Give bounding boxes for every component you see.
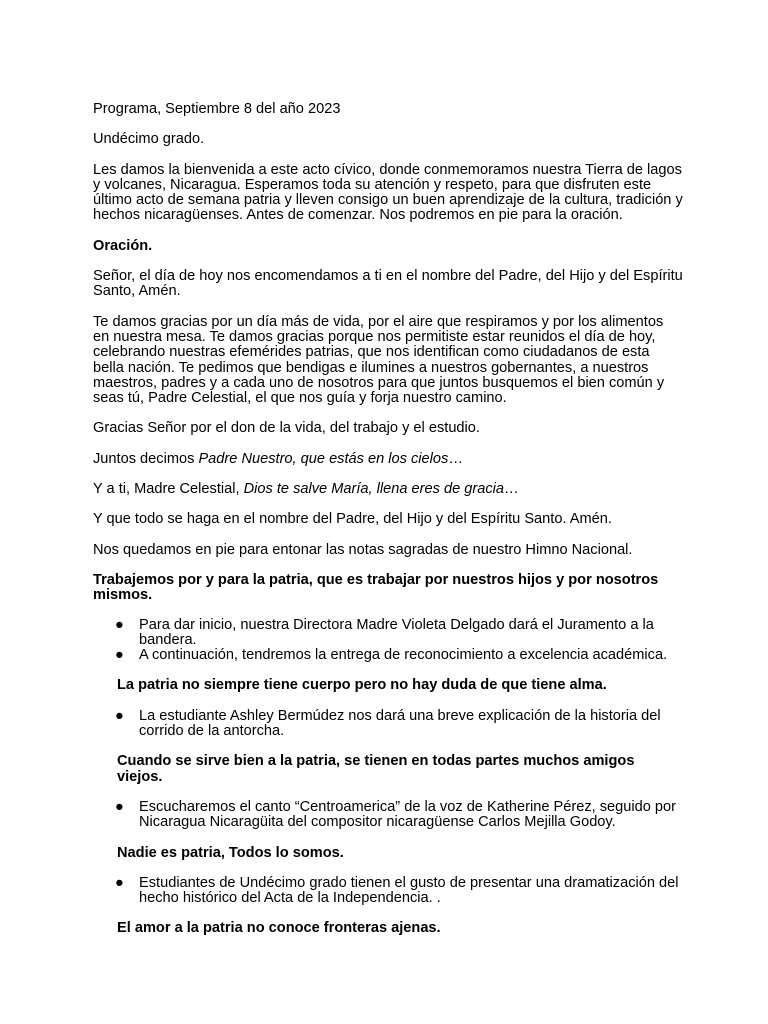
section-quote: Cuando se sirve bien a la patria, se tienen en todas partes muchos amigos viejos. (117, 753, 635, 785)
list-item-text: Para dar inicio, nuestra Directora Madre Violeta Delgado dará el Juramento a la bandera. (139, 616, 654, 648)
grade-line: Undécimo grado. (93, 131, 205, 148)
prayer-paragraph-5 (93, 482, 683, 497)
list-item (93, 648, 683, 663)
bullet-icon: ● (115, 798, 124, 815)
program-sections (93, 618, 683, 937)
section-quote: El amor a la patria no conoce fronteras ajenas. (117, 920, 441, 937)
list-item (93, 876, 683, 907)
section-quote: Nadie es patria, Todos lo somos. (117, 844, 344, 861)
section-4-list (93, 876, 683, 907)
list-item-text: Estudiantes de Undécimo grado tienen el gusto de presentar una dramatización del hecho histórico del Acta de la Independencia. . (139, 874, 679, 907)
prayer-4-italic: Padre Nuestro, que estás en los cielos (198, 450, 449, 467)
program-header: Programa, Septiembre 8 del año 2023 (93, 101, 341, 117)
list-item (93, 618, 683, 649)
bullet-icon: ● (115, 616, 124, 633)
prayer-paragraph-3: Gracias Señor por el don de la vida, del trabajo y el estudio. (93, 420, 480, 437)
list-item (93, 709, 683, 740)
list-item-text: A continuación, tendremos la entrega de reconocimiento a excelencia académica. (139, 647, 668, 664)
prayer-title: Oración. (93, 237, 153, 254)
prayer-5-lead: Y a ti, Madre Celestial, (93, 481, 244, 498)
prayer-5-tail: … (504, 481, 519, 498)
prayer-paragraph-2: Te damos gracias por un día más de vida, por el aire que respiramos y por los alimentos en nuestra mesa. Te damos gracias porque nos permitiste estar reunidos el día de hoy, celebrando nuestras efemérides patrias, que nos identifican como ciudadanos de esta bella nación. Te pedimos que bendigas e ilumines a nuestros gobernantes, a nuestros maestros, padres y a cada uno de nosotros para que juntos busquemos el bien común y seas tú, Padre Celestial, el que nos guía y forja nuestro camino. (93, 313, 665, 407)
bullet-icon: ● (115, 707, 124, 724)
document-page (93, 102, 683, 952)
main-motto: Trabajemos por y para la patria, que es trabajar por nuestros hijos y por nosotros mismos. (93, 571, 659, 604)
prayer-5-italic: Dios te salve María, llena eres de gracia (243, 481, 504, 498)
prayer-paragraph-6: Y que todo se haga en el nombre del Padre, del Hijo y del Espíritu Santo. Amén. (93, 511, 612, 528)
bullet-icon: ● (115, 874, 124, 891)
section-1-list (93, 618, 683, 664)
section-2-list (93, 709, 683, 740)
bullet-icon: ● (115, 647, 124, 664)
list-item-text: La estudiante Ashley Bermúdez nos dará una breve explicación de la historia del corrido de la antorcha. (139, 707, 661, 740)
prayer-4-lead: Juntos decimos (93, 450, 199, 467)
prayer-paragraph-1: Señor, el día de hoy nos encomendamos a ti en el nombre del Padre, del Hijo y del Espíritu Santo, Amén. (93, 268, 683, 300)
welcome-paragraph: Les damos la bienvenida a este acto cívico, donde conmemoramos nuestra Tierra de lagos y volcanes, Nicaragua. Esperamos toda su atención y respeto, para que disfruten este último acto de semana patria y lleven consigo un buen aprendizaje de la cultura, tradición y hechos nicaragüenses. Antes de comenzar. Nos podremos en pie para la oración. (93, 161, 683, 224)
list-item-text: Escucharemos el canto “Centroamerica” de la voz de Katherine Pérez, seguido por Nicaragua Nicaragüita del compositor nicaragüense Carlos Mejilla Godoy. (139, 798, 677, 831)
section-3-list (93, 800, 683, 831)
section-quote: La patria no siempre tiene cuerpo pero no hay duda de que tiene alma. (117, 677, 607, 694)
list-item (93, 800, 683, 831)
prayer-paragraph-4 (93, 452, 683, 467)
anthem-paragraph: Nos quedamos en pie para entonar las notas sagradas de nuestro Himno Nacional. (93, 541, 633, 558)
prayer-4-tail: … (448, 450, 463, 467)
